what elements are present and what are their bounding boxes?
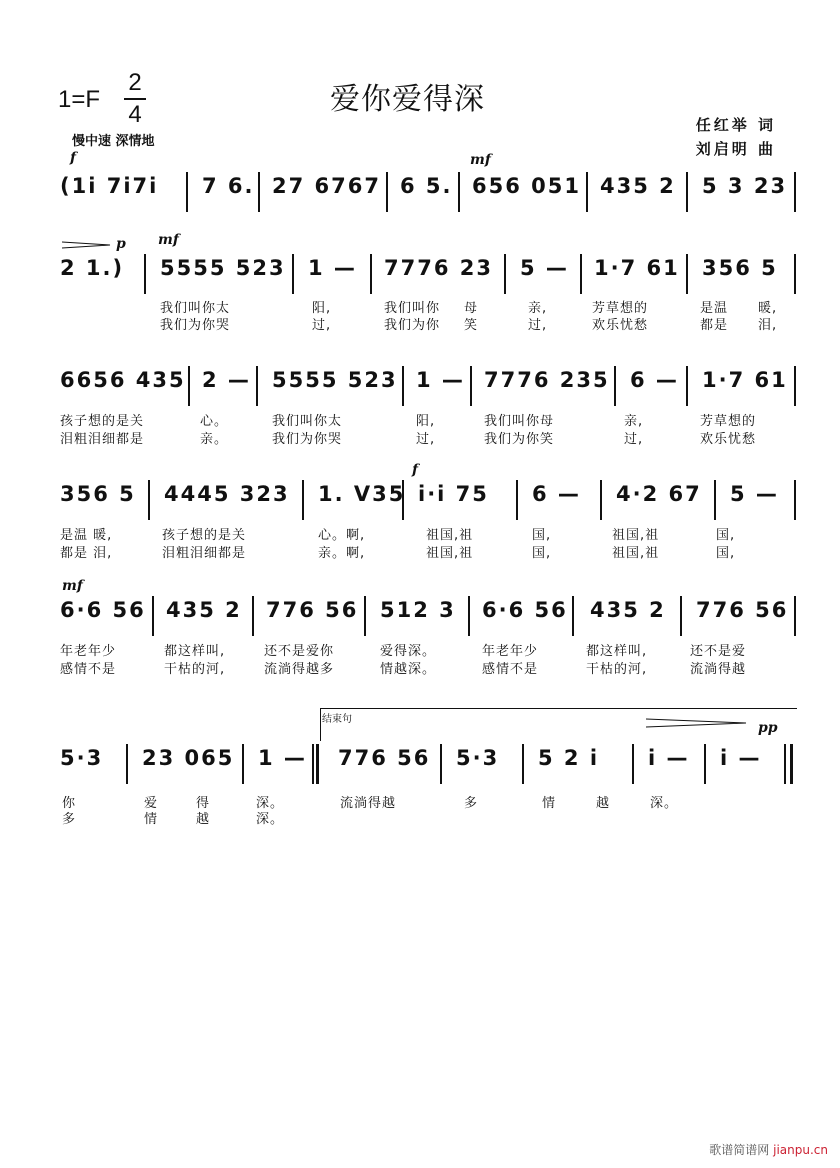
ending-label: 结束句 <box>322 714 352 725</box>
lyric: 泪粗泪细都是 <box>60 432 145 447</box>
barline <box>152 596 154 636</box>
lyric: 阳, <box>312 301 332 316</box>
barline <box>252 596 254 636</box>
barline <box>704 744 706 784</box>
staff-line-2 <box>60 254 800 294</box>
measure: 2 — <box>202 368 251 392</box>
measure: 27 6767 <box>272 174 381 198</box>
barline <box>586 172 588 212</box>
measure: i — <box>720 746 762 770</box>
lyric: 流淌得越 <box>340 796 397 811</box>
measure: 5·3 <box>456 746 500 770</box>
barline <box>686 366 688 406</box>
measure: 356 5 <box>60 482 136 506</box>
barline <box>386 172 388 212</box>
measure: 5 — <box>520 256 569 280</box>
lyric: 国, <box>716 528 736 543</box>
measure: (1i 7i7i <box>60 174 159 198</box>
lyric: 越 <box>596 796 611 811</box>
decrescendo-hairpin <box>62 240 112 250</box>
lyric: 我们为你笑 <box>484 432 555 447</box>
watermark-site: 歌谱简谱网 <box>709 1143 770 1157</box>
lyric: 都这样叫, <box>164 644 226 659</box>
barline <box>794 480 796 520</box>
lyric: 都是 <box>700 318 729 333</box>
lyric: 过, <box>528 318 548 333</box>
barline <box>370 254 372 294</box>
lyric: 还不是爱你 <box>264 644 335 659</box>
measure: 776 56 <box>696 598 789 622</box>
lyric: 过, <box>624 432 644 447</box>
barline <box>614 366 616 406</box>
barline <box>470 366 472 406</box>
lyric: 祖国,祖 <box>612 528 660 543</box>
measure: 5 3 23 <box>702 174 788 198</box>
lyric: 心。 <box>200 414 229 429</box>
composer-credit: 刘启明 曲 <box>695 140 776 158</box>
measure: 656 051 <box>472 174 581 198</box>
measure: 776 56 <box>266 598 359 622</box>
barline <box>580 254 582 294</box>
measure: i·i 75 <box>418 482 489 506</box>
staff-line-3 <box>60 366 800 406</box>
lyric: 我们为你哭 <box>160 318 231 333</box>
lyric: 还不是爱 <box>690 644 747 659</box>
measure: 435 2 <box>590 598 666 622</box>
lyric: 越 <box>196 812 211 827</box>
measure: 776 56 <box>338 746 431 770</box>
lyric: 我们为你 <box>384 318 441 333</box>
lyric: 多 <box>464 796 479 811</box>
measure: 6 — <box>630 368 679 392</box>
measure: 1 — <box>308 256 357 280</box>
lyric: 我们叫你太 <box>160 301 231 316</box>
measure: 512 3 <box>380 598 456 622</box>
lyric: 孩子想的是关 <box>60 414 145 429</box>
final-barline <box>790 744 793 784</box>
barline <box>794 172 796 212</box>
lyric: 爱得深。 <box>380 644 437 659</box>
barline <box>794 596 796 636</box>
lyric: 我们叫你太 <box>272 414 343 429</box>
barline <box>522 744 524 784</box>
decrescendo-hairpin <box>646 716 750 730</box>
barline <box>572 596 574 636</box>
lyric: 笑 <box>464 318 479 333</box>
dynamic-mf: mf <box>158 232 179 248</box>
lyric: 深。 <box>650 796 679 811</box>
measure: 6 5. <box>400 174 453 198</box>
measure: 6656 435 <box>60 368 186 392</box>
lyric: 阳, <box>416 414 436 429</box>
tempo-marking: 慢中速 深情地 <box>72 134 155 149</box>
barline <box>504 254 506 294</box>
measure: i — <box>648 746 690 770</box>
measure: 4·2 67 <box>616 482 702 506</box>
barline <box>458 172 460 212</box>
repeat-barline <box>312 744 314 784</box>
repeat-barline <box>316 744 319 784</box>
barline <box>680 596 682 636</box>
measure: 2 1.) <box>60 256 125 280</box>
lyric: 情 <box>144 812 159 827</box>
dynamic-f: f <box>70 150 77 166</box>
lyric: 我们叫你母 <box>484 414 555 429</box>
lyric: 年老年少 <box>60 644 117 659</box>
lyric: 心。啊, <box>318 528 366 543</box>
barline <box>188 366 190 406</box>
barline <box>632 744 634 784</box>
lyric: 你 <box>62 796 77 811</box>
final-barline <box>784 744 786 784</box>
lyric: 情 <box>542 796 557 811</box>
measure: 23 065 <box>142 746 235 770</box>
staff-line-6 <box>60 744 800 784</box>
barline <box>440 744 442 784</box>
lyric: 国, <box>532 528 552 543</box>
measure: 7776 23 <box>384 256 493 280</box>
lyric: 深。 <box>256 812 285 827</box>
key-signature: 1=F <box>58 86 101 113</box>
barline <box>364 596 366 636</box>
measure: 5 2 i <box>538 746 600 770</box>
lyric: 亲, <box>528 301 548 316</box>
measure: 435 2 <box>600 174 676 198</box>
measure: 1. V35 <box>318 482 406 506</box>
lyric: 过, <box>312 318 332 333</box>
lyric: 母 <box>464 301 479 316</box>
barline <box>468 596 470 636</box>
barline <box>794 366 796 406</box>
barline <box>686 254 688 294</box>
lyric: 深。 <box>256 796 285 811</box>
lyric: 情越深。 <box>380 662 437 677</box>
lyric: 亲。啊, <box>318 546 366 561</box>
lyric: 亲。 <box>200 432 229 447</box>
lyric: 是温 <box>700 301 729 316</box>
lyricist-credit: 任红举 词 <box>695 116 776 134</box>
song-title: 爱你爱得深 <box>330 82 485 117</box>
dynamic-mf: mf <box>62 578 83 594</box>
lyric: 都是 泪, <box>60 546 113 561</box>
lyric: 都这样叫, <box>586 644 648 659</box>
lyric: 国, <box>532 546 552 561</box>
measure: 7 6. <box>202 174 255 198</box>
watermark <box>709 1141 828 1158</box>
measure: 435 2 <box>166 598 242 622</box>
barline <box>686 172 688 212</box>
measure: 1 — <box>258 746 307 770</box>
lyric: 流淌得越 <box>690 662 747 677</box>
time-signature <box>118 70 152 128</box>
measure: 6·6 56 <box>60 598 146 622</box>
staff-line-1 <box>60 172 800 212</box>
barline <box>402 366 404 406</box>
measure: 5555 523 <box>160 256 286 280</box>
barline <box>126 744 128 784</box>
barline <box>144 254 146 294</box>
measure: 1·7 61 <box>702 368 788 392</box>
measure: 1 — <box>416 368 465 392</box>
lyric: 欢乐忧愁 <box>700 432 757 447</box>
lyric: 芳草想的 <box>592 301 649 316</box>
lyric: 泪粗泪细都是 <box>162 546 247 561</box>
lyric: 爱 <box>144 796 159 811</box>
measure: 6 — <box>532 482 581 506</box>
watermark-url: jianpu.cn <box>773 1143 828 1157</box>
lyric: 干枯的河, <box>586 662 648 677</box>
dynamic-f: f <box>412 462 419 478</box>
barline <box>402 480 404 520</box>
barline <box>516 480 518 520</box>
lyric: 是温 暖, <box>60 528 113 543</box>
lyric: 暖, <box>758 301 778 316</box>
lyric: 祖国,祖 <box>426 528 474 543</box>
barline <box>186 172 188 212</box>
lyric: 感情不是 <box>482 662 539 677</box>
barline <box>258 172 260 212</box>
lyric: 感情不是 <box>60 662 117 677</box>
lyric: 祖国,祖 <box>426 546 474 561</box>
lyric: 多 <box>62 812 77 827</box>
dynamic-mf: mf <box>470 152 491 168</box>
lyric: 我们为你哭 <box>272 432 343 447</box>
lyric: 流淌得越多 <box>264 662 335 677</box>
barline <box>302 480 304 520</box>
lyric: 得 <box>196 796 211 811</box>
measure: 6·6 56 <box>482 598 568 622</box>
barline <box>600 480 602 520</box>
lyric: 我们叫你 <box>384 301 441 316</box>
lyric: 欢乐忧愁 <box>592 318 649 333</box>
staff-line-5 <box>60 596 800 636</box>
lyric: 干枯的河, <box>164 662 226 677</box>
barline <box>148 480 150 520</box>
lyric: 亲, <box>624 414 644 429</box>
measure: 5555 523 <box>272 368 398 392</box>
lyric: 年老年少 <box>482 644 539 659</box>
staff-line-4 <box>60 480 800 520</box>
measure: 1·7 61 <box>594 256 680 280</box>
measure: 5 — <box>730 482 779 506</box>
lyric: 孩子想的是关 <box>162 528 247 543</box>
time-top: 2 <box>128 69 142 96</box>
barline <box>292 254 294 294</box>
time-bottom: 4 <box>128 101 142 128</box>
dynamic-pp: pp <box>758 720 778 736</box>
barline <box>256 366 258 406</box>
barline <box>242 744 244 784</box>
lyric: 过, <box>416 432 436 447</box>
lyric: 芳草想的 <box>700 414 757 429</box>
barline <box>794 254 796 294</box>
barline <box>714 480 716 520</box>
measure: 356 5 <box>702 256 778 280</box>
dynamic-p: p <box>116 236 126 252</box>
lyric: 泪, <box>758 318 778 333</box>
lyric: 祖国,祖 <box>612 546 660 561</box>
measure: 4445 323 <box>164 482 290 506</box>
measure: 5·3 <box>60 746 104 770</box>
measure: 7776 235 <box>484 368 610 392</box>
lyric: 国, <box>716 546 736 561</box>
